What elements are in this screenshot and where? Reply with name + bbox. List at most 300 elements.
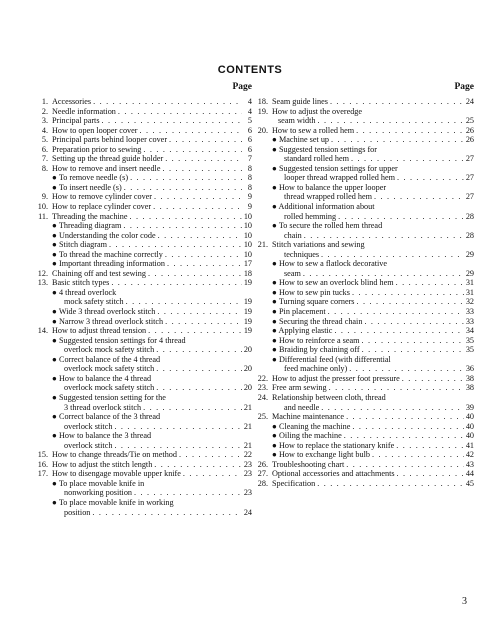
toc-entry-number	[252, 259, 272, 269]
dot-leader	[112, 441, 242, 451]
toc-entry-number: 23.	[257, 383, 268, 393]
toc-entry-title: and needle	[284, 402, 320, 412]
toc-entry-page: 23	[243, 488, 252, 498]
toc-entry	[32, 403, 252, 413]
toc-entry	[32, 393, 252, 403]
dot-leader	[336, 212, 464, 222]
dot-leader	[154, 383, 242, 393]
toc-entry-number	[32, 221, 52, 231]
toc-entry-number	[32, 288, 52, 298]
toc-entry-page: 38	[465, 373, 474, 383]
toc-entry-number: 25.	[257, 412, 268, 422]
dot-leader	[349, 154, 464, 164]
toc-entry-page: 32	[465, 297, 474, 307]
toc-entry-number: 28.	[257, 478, 268, 488]
dot-leader	[328, 97, 464, 107]
toc-entry	[252, 364, 474, 374]
dot-leader	[319, 250, 464, 260]
toc-entry-title: ● To remove needle (s)	[52, 173, 129, 183]
toc-entry	[252, 116, 474, 126]
contents-column-right	[252, 80, 474, 488]
toc-entry-number	[252, 269, 272, 279]
dot-leader	[326, 307, 464, 317]
toc-entry-page: 31	[465, 278, 474, 288]
dot-leader	[395, 469, 464, 479]
toc-entry-page	[242, 288, 252, 298]
dot-leader	[342, 431, 464, 441]
toc-entry	[32, 231, 252, 241]
toc-entry	[32, 326, 252, 336]
toc-entry-title: overlock stitch	[64, 440, 113, 450]
toc-entry-number: 5.	[41, 135, 48, 145]
toc-entry-number: 22.	[257, 373, 268, 383]
toc-entry-page: 26	[465, 125, 474, 135]
toc-entry	[32, 479, 252, 489]
toc-entry-number: 11.	[38, 211, 48, 221]
toc-entry-page: 35	[465, 335, 474, 345]
dot-leader	[355, 297, 465, 307]
toc-entry-page: 10	[243, 211, 252, 221]
toc-entry	[32, 469, 252, 479]
toc-entry	[32, 345, 252, 355]
toc-entry	[32, 488, 252, 498]
toc-entry-title: Seam guide lines	[272, 97, 328, 106]
dot-leader	[138, 126, 243, 136]
toc-entry	[252, 164, 474, 174]
dot-leader	[181, 469, 242, 479]
toc-entry	[32, 307, 252, 317]
toc-entry	[32, 278, 252, 288]
toc-entry-title: Preparation prior to sewing	[52, 144, 142, 154]
toc-entry-number	[32, 317, 52, 327]
toc-list-right	[252, 97, 474, 488]
toc-entry-number	[32, 336, 52, 346]
toc-entry	[252, 374, 474, 384]
toc-entry-title: ● How to replace the stationary knife	[272, 440, 395, 450]
toc-entry	[252, 278, 474, 288]
toc-entry-title: looper thread wrapped rolled hem	[284, 173, 395, 183]
toc-entry-title: Principal parts behind looper cover	[52, 135, 168, 145]
toc-entry-number: 14.	[37, 326, 48, 336]
toc-entry-title: 3 thread overlock stitch	[64, 402, 142, 412]
toc-entry-title: ● Suggested tension settings for 4 thread	[52, 335, 186, 345]
toc-entry-title: ● To insert needle (s)	[52, 182, 122, 192]
toc-entry	[252, 412, 474, 422]
toc-entry-number	[252, 212, 272, 222]
toc-entry-title: How to open looper cover	[52, 125, 138, 135]
toc-entry-page: 18	[243, 268, 252, 278]
toc-entry-number	[252, 278, 272, 288]
toc-entry	[252, 145, 474, 155]
toc-entry	[32, 441, 252, 451]
toc-entry-number	[32, 250, 52, 260]
toc-entry-number	[32, 307, 52, 317]
dot-leader	[347, 364, 464, 374]
page-column-header: Page	[232, 82, 252, 92]
toc-entry-number	[252, 326, 272, 336]
dot-leader	[154, 345, 242, 355]
dot-leader	[350, 422, 464, 432]
toc-entry-title: mock safety stitch	[64, 297, 124, 307]
toc-entry-title: How to change threads/Tie on method	[52, 450, 177, 460]
toc-entry-title: ● How to balance the 3 thread	[52, 431, 152, 441]
toc-entry-number	[252, 336, 272, 346]
toc-entry-title: How to adjust the presser foot pressure	[272, 373, 400, 383]
toc-entry-page: 8	[247, 182, 252, 192]
toc-entry-title: How to adjust the overedge	[272, 106, 363, 116]
toc-entry	[32, 250, 252, 260]
toc-entry-number	[32, 393, 52, 403]
toc-entry-page	[464, 259, 474, 269]
toc-entry-number: 19.	[257, 106, 268, 116]
toc-entry	[252, 250, 474, 260]
toc-entry-number	[252, 183, 272, 193]
toc-entry-title: How to replace cylinder cover	[52, 202, 152, 212]
toc-entry	[32, 498, 252, 508]
toc-entry-number	[252, 154, 272, 164]
toc-entry-number	[32, 488, 52, 498]
dot-leader	[152, 192, 242, 202]
toc-entry	[32, 192, 252, 202]
toc-entry-page	[242, 498, 252, 508]
toc-entry-number	[252, 364, 272, 374]
toc-entry-page	[242, 412, 252, 422]
dot-leader	[112, 422, 242, 432]
toc-entry	[252, 469, 474, 479]
dot-leader	[155, 307, 242, 317]
toc-entry-title: How to remove cylinder cover	[52, 192, 153, 202]
toc-entry-page: 40	[465, 412, 474, 422]
dot-leader	[315, 479, 464, 489]
toc-entry-number	[252, 221, 272, 231]
toc-entry-page: 24	[465, 97, 474, 106]
toc-entry	[32, 240, 252, 250]
toc-entry-number	[32, 508, 52, 518]
toc-entry	[32, 183, 252, 193]
dot-leader	[124, 297, 242, 307]
toc-entry	[32, 317, 252, 327]
toc-entry-title: ● Machine set up	[272, 135, 330, 145]
toc-entry-page: 29	[465, 268, 474, 278]
toc-entry-page: 6	[247, 144, 252, 154]
dot-leader	[107, 240, 242, 250]
toc-entry-page: 31	[465, 287, 474, 297]
toc-entry-page: 25	[465, 116, 474, 126]
toc-entry-number	[252, 164, 272, 174]
toc-entry	[32, 297, 252, 307]
toc-entry-title: How to adjust thread tension	[52, 326, 147, 336]
toc-entry-page: 20	[243, 345, 252, 355]
toc-entry-title: Machine maintenance	[272, 412, 345, 422]
toc-entry	[32, 145, 252, 155]
toc-entry-page: 4	[247, 97, 252, 106]
toc-entry	[32, 508, 252, 518]
dot-leader	[141, 403, 242, 413]
toc-entry-number: 26.	[257, 459, 268, 469]
toc-entry	[32, 135, 252, 145]
dot-leader	[91, 97, 242, 107]
toc-entry-page	[464, 240, 474, 250]
toc-entry-page: 19	[243, 326, 252, 336]
dot-leader	[327, 383, 464, 393]
toc-entry-number	[252, 422, 272, 432]
toc-entry-page: 19	[243, 278, 252, 288]
toc-entry-number: 20.	[257, 125, 268, 135]
toc-entry-title: Principal parts	[52, 116, 100, 126]
toc-entry-page: 10	[243, 230, 252, 240]
dot-leader	[163, 154, 242, 164]
toc-entry-number: 7.	[41, 154, 48, 164]
toc-entry-page: 6	[247, 135, 252, 145]
toc-entry-number: 1.	[41, 97, 48, 106]
toc-entry-page: 39	[465, 402, 474, 412]
toc-entry-title: ● How to sew a flatlock decorative	[272, 259, 387, 269]
dot-leader	[163, 250, 242, 260]
toc-entry-number: 15.	[37, 450, 48, 460]
toc-entry-title: standard rolled hem	[284, 154, 350, 164]
toc-entry-page: 24	[243, 507, 252, 517]
dot-leader	[302, 231, 464, 241]
toc-entry-number	[252, 403, 272, 413]
toc-entry-page: 10	[243, 240, 252, 250]
dot-leader	[350, 288, 464, 298]
toc-entry-page: 7	[247, 154, 252, 164]
toc-entry-title: ● Differential feed (with differential	[272, 354, 391, 364]
toc-entry	[252, 212, 474, 222]
toc-entry-page: 26	[465, 135, 474, 145]
toc-entry-title: ● Suggested tension settings for upper	[272, 163, 398, 173]
toc-entry-page: 35	[465, 345, 474, 355]
toc-entry-title: ● Turning square corners	[272, 297, 355, 307]
toc-entry-title: How to remove and insert needle	[52, 163, 161, 173]
toc-entry	[252, 383, 474, 393]
contents-column-left	[32, 80, 252, 517]
toc-entry	[252, 345, 474, 355]
dot-leader	[344, 412, 464, 422]
dot-leader	[141, 145, 242, 155]
dot-leader	[167, 135, 242, 145]
toc-entry-number	[32, 383, 52, 393]
toc-entry	[252, 317, 474, 327]
toc-entry	[32, 221, 252, 231]
page-number: 3	[462, 596, 467, 607]
toc-entry-title: thread wrapped rolled hem	[284, 192, 372, 202]
toc-entry-page: 8	[247, 163, 252, 173]
toc-entry-title: techniques	[284, 249, 320, 259]
dot-leader	[332, 326, 464, 336]
toc-entry	[252, 326, 474, 336]
toc-entry-number	[32, 173, 52, 183]
toc-entry-page: 44	[465, 469, 474, 479]
toc-entry-number	[252, 202, 272, 212]
toc-entry-number: 12.	[37, 268, 48, 278]
dot-leader	[127, 212, 242, 222]
toc-entry-title: ● Correct balance of the 3 thread	[52, 412, 161, 422]
toc-entry-title: Basic stitch types	[52, 278, 110, 288]
toc-entry-number: 27.	[257, 469, 268, 479]
toc-entry-page: 19	[243, 316, 252, 326]
toc-entry-page: 29	[465, 249, 474, 259]
toc-entry	[32, 364, 252, 374]
toc-entry	[32, 97, 252, 107]
toc-entry-page	[242, 374, 252, 384]
toc-entry-title: Troubleshooting chart	[272, 459, 345, 469]
dot-leader	[301, 269, 464, 279]
toc-entry-title: ● To thread the machine correctly	[52, 249, 163, 259]
toc-entry-title: ● How to balance the 4 thread	[52, 373, 152, 383]
toc-entry-page: 21	[243, 440, 252, 450]
toc-entry-title: ● Narrow 3 thread overlock stitch	[52, 316, 164, 326]
dot-leader	[165, 259, 242, 269]
toc-entry-page: 6	[247, 125, 252, 135]
toc-entry-title: seam width	[278, 116, 316, 126]
toc-entry-page: 10	[243, 249, 252, 259]
dot-leader	[109, 278, 242, 288]
toc-entry-page: 9	[247, 202, 252, 212]
toc-entry	[32, 460, 252, 470]
toc-entry-page	[464, 221, 474, 231]
toc-entry-number: 4.	[41, 125, 48, 135]
toc-entry-title: ● To secure the rolled hem thread	[272, 221, 383, 231]
toc-entry-title: ● How to balance the upper looper	[272, 182, 387, 192]
toc-entry-title: overlock stitch	[64, 421, 113, 431]
toc-entry-number	[252, 317, 272, 327]
toc-entry	[252, 431, 474, 441]
toc-entry	[32, 126, 252, 136]
toc-entry-number	[32, 431, 52, 441]
dot-leader	[372, 192, 464, 202]
toc-entry-title: ● Braiding by chaining off	[272, 345, 360, 355]
toc-entry	[252, 403, 474, 413]
toc-entry-title: chain	[284, 230, 302, 240]
toc-entry-page: 23	[243, 459, 252, 469]
toc-entry	[32, 154, 252, 164]
toc-entry	[252, 288, 474, 298]
toc-entry-title: ● Securing the thread chain	[272, 316, 363, 326]
toc-entry-number	[252, 441, 272, 451]
dot-leader	[359, 336, 464, 346]
toc-entry-page	[242, 479, 252, 489]
toc-entry-number	[32, 240, 52, 250]
toc-entry	[252, 221, 474, 231]
dot-leader	[319, 403, 464, 413]
toc-entry-number	[32, 297, 52, 307]
toc-entry-page: 42	[465, 450, 474, 460]
toc-entry	[252, 192, 474, 202]
toc-entry-page: 4	[247, 106, 252, 116]
toc-entry-title: Chaining off and test sewing	[52, 268, 146, 278]
toc-entry	[252, 97, 474, 107]
toc-entry-page: 38	[465, 383, 474, 393]
toc-entry-title: Free arm sewing	[272, 383, 327, 393]
toc-entry	[252, 336, 474, 346]
page-title: CONTENTS	[217, 64, 283, 76]
toc-entry-page	[464, 183, 474, 193]
toc-entry-page	[242, 336, 252, 346]
toc-entry-number	[252, 145, 272, 155]
toc-entry-number: 6.	[41, 144, 48, 154]
toc-entry-title: ● How to reinforce a seam	[272, 335, 360, 345]
toc-entry-number	[252, 288, 272, 298]
toc-entry-number: 3.	[41, 116, 48, 126]
toc-entry-title: ● Important threading information	[52, 259, 165, 269]
toc-entry-page: 33	[465, 307, 474, 317]
dot-leader	[146, 326, 242, 336]
toc-entry-title: seam	[284, 268, 301, 278]
dot-leader	[128, 173, 242, 183]
toc-entry-page	[464, 202, 474, 212]
toc-entry	[252, 297, 474, 307]
toc-entry-number: 10.	[37, 202, 48, 212]
toc-entry-page: 28	[465, 211, 474, 221]
dot-leader	[344, 460, 464, 470]
toc-entry-number: 18.	[257, 97, 268, 106]
toc-entry	[32, 107, 252, 117]
dot-leader	[354, 126, 464, 136]
toc-entry	[252, 422, 474, 432]
toc-entry	[252, 307, 474, 317]
toc-entry	[252, 173, 474, 183]
toc-entry-number: 13.	[37, 278, 48, 288]
toc-entry-number: 16.	[37, 459, 48, 469]
toc-entry-page: 27	[465, 192, 474, 202]
toc-entry-page: 9	[247, 192, 252, 202]
dot-leader	[329, 135, 464, 145]
toc-entry	[32, 259, 252, 269]
toc-entry-page	[464, 164, 474, 174]
toc-entry-title: overlock mock safety stitch	[64, 383, 155, 393]
toc-entry-title: Optional accessories and attachments	[272, 469, 395, 479]
toc-entry-page: 28	[465, 230, 474, 240]
toc-entry	[252, 479, 474, 489]
toc-entry-page: 21	[243, 421, 252, 431]
toc-entry-page: 41	[465, 440, 474, 450]
toc-entry-title: ● Wide 3 thread overlock stitch	[52, 307, 156, 317]
dot-leader	[394, 278, 464, 288]
toc-entry-title: ● To place movable knife in	[52, 478, 145, 488]
toc-entry-number	[32, 441, 52, 451]
toc-entry-title: feed machine only)	[284, 364, 348, 374]
toc-entry-page: 22	[243, 450, 252, 460]
toc-entry-page: 40	[465, 431, 474, 441]
toc-entry-page: 27	[465, 173, 474, 183]
toc-entry-page: 34	[465, 326, 474, 336]
dot-leader	[152, 460, 242, 470]
toc-entry-page: 5	[247, 116, 252, 126]
toc-entry	[252, 202, 474, 212]
toc-entry	[252, 183, 474, 193]
toc-entry	[32, 269, 252, 279]
toc-entry-page	[242, 355, 252, 365]
toc-entry	[32, 355, 252, 365]
toc-entry	[32, 422, 252, 432]
toc-entry-title: rolled hemming	[284, 211, 337, 221]
dot-leader	[122, 183, 242, 193]
toc-entry-title: ● Suggested tension setting for the	[52, 392, 166, 402]
toc-entry-title: ● Stitch diagram	[52, 240, 107, 250]
toc-entry-page: 8	[247, 173, 252, 183]
toc-entry-title: Accessories	[52, 97, 92, 106]
toc-entry	[32, 336, 252, 346]
toc-entry-page: 17	[243, 259, 252, 269]
toc-entry-number	[252, 250, 272, 260]
toc-entry	[252, 126, 474, 136]
toc-entry	[252, 460, 474, 470]
toc-entry-page: 20	[243, 364, 252, 374]
toc-entry-number	[32, 231, 52, 241]
toc-entry	[252, 441, 474, 451]
toc-entry-page: 10	[243, 221, 252, 231]
